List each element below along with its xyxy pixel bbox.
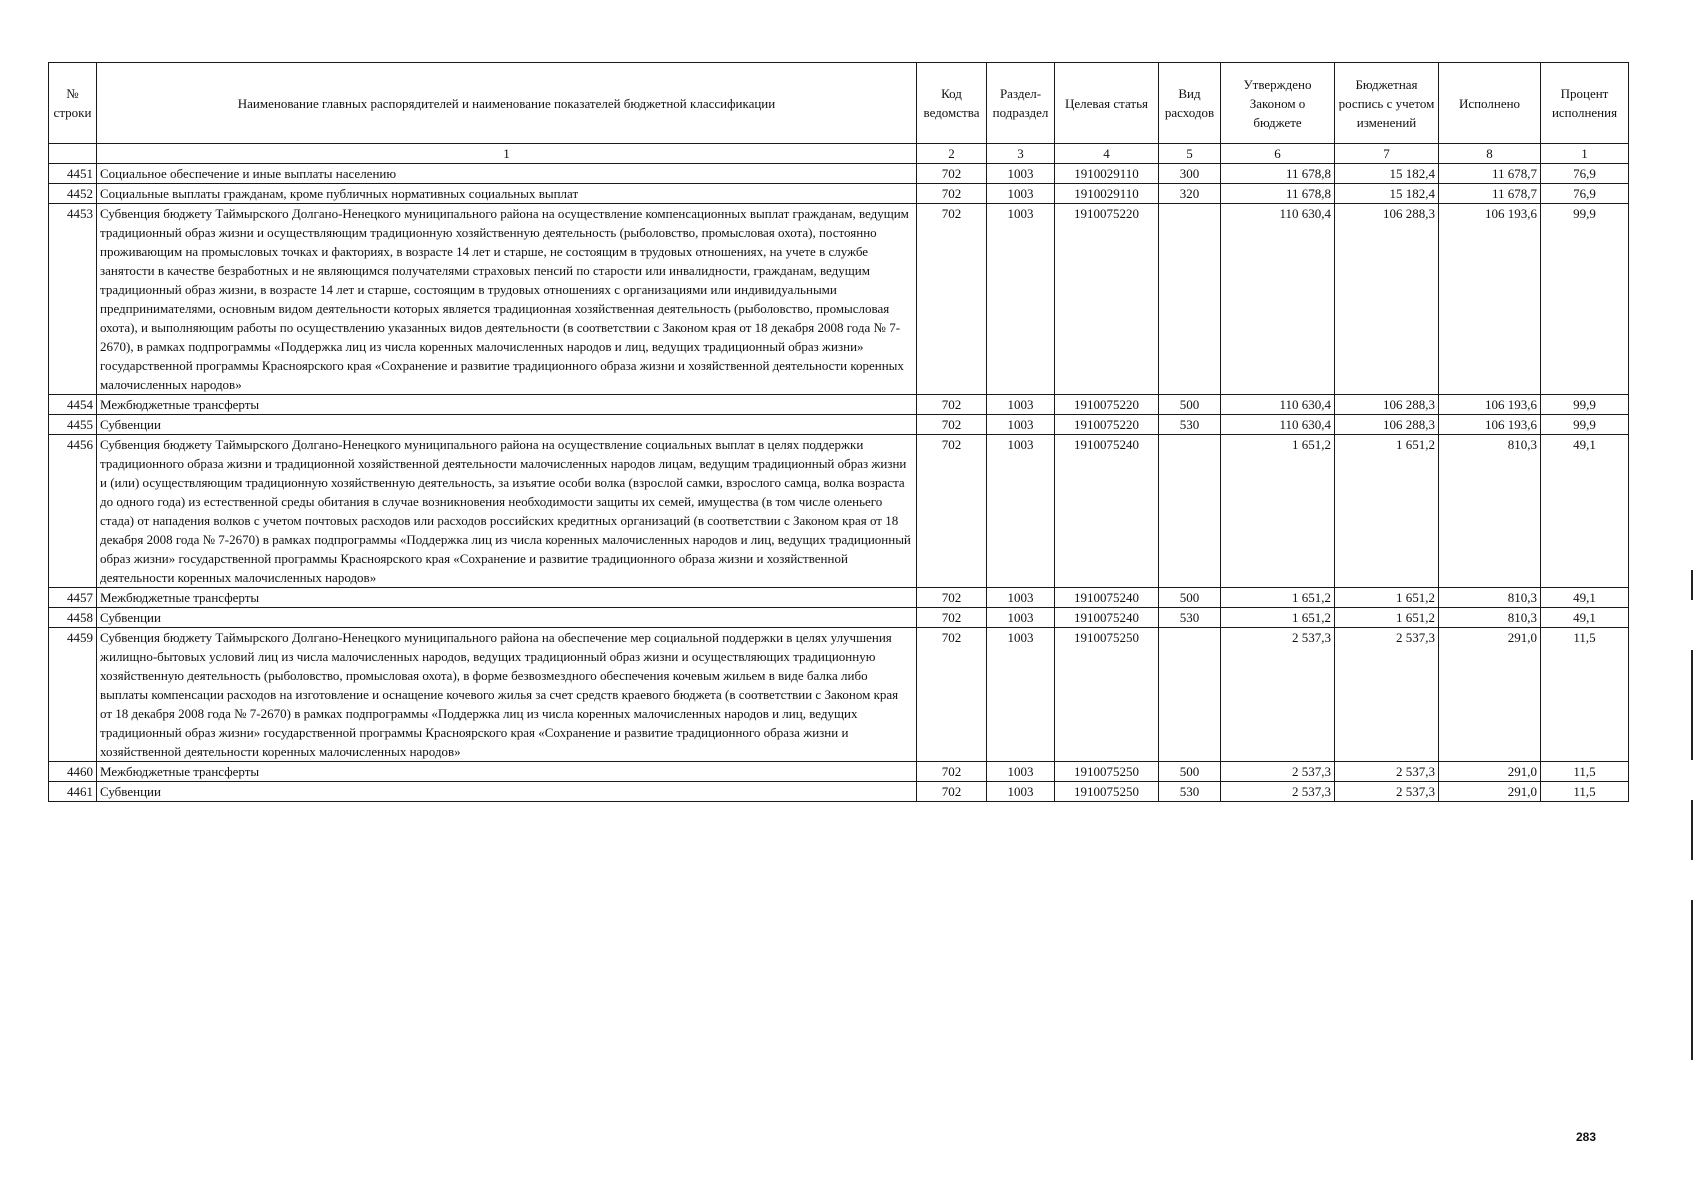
table-row xyxy=(49,762,1629,782)
row-name: Межбюджетные трансферты xyxy=(97,395,917,415)
row-dept: 702 xyxy=(917,415,987,435)
row-target: 1910075220 xyxy=(1055,204,1159,395)
table-row xyxy=(49,588,1629,608)
row-executed: 11 678,7 xyxy=(1439,164,1541,184)
table-row xyxy=(49,435,1629,588)
row-section: 1003 xyxy=(987,395,1055,415)
row-dept: 702 xyxy=(917,628,987,762)
row-target: 1910029110 xyxy=(1055,184,1159,204)
row-percent: 11,5 xyxy=(1541,762,1629,782)
row-revised: 15 182,4 xyxy=(1335,164,1439,184)
row-number: 4455 xyxy=(49,415,97,435)
row-dept: 702 xyxy=(917,184,987,204)
row-revised: 2 537,3 xyxy=(1335,782,1439,802)
row-number: 4454 xyxy=(49,395,97,415)
row-number: 4458 xyxy=(49,608,97,628)
header-section: Раздел-подраздел xyxy=(987,63,1055,144)
header-row-no: № строки xyxy=(49,63,97,144)
column-number: 4 xyxy=(1055,144,1159,164)
row-executed: 106 193,6 xyxy=(1439,415,1541,435)
header-revised: Бюджетная роспись с учетом изменений xyxy=(1335,63,1439,144)
row-revised: 2 537,3 xyxy=(1335,628,1439,762)
column-number: 3 xyxy=(987,144,1055,164)
row-executed: 106 193,6 xyxy=(1439,395,1541,415)
column-number: 1 xyxy=(1541,144,1629,164)
row-number: 4453 xyxy=(49,204,97,395)
row-target: 1910075240 xyxy=(1055,608,1159,628)
row-percent: 99,9 xyxy=(1541,415,1629,435)
row-percent: 49,1 xyxy=(1541,608,1629,628)
row-percent: 99,9 xyxy=(1541,395,1629,415)
row-type: 500 xyxy=(1159,395,1221,415)
row-dept: 702 xyxy=(917,435,987,588)
row-number: 4457 xyxy=(49,588,97,608)
column-number-row xyxy=(49,144,1629,164)
table-row xyxy=(49,415,1629,435)
table-row xyxy=(49,782,1629,802)
row-target: 1910075240 xyxy=(1055,435,1159,588)
row-name: Субвенции xyxy=(97,782,917,802)
scan-edge-mark xyxy=(1691,900,1693,1060)
row-percent: 76,9 xyxy=(1541,184,1629,204)
row-revised: 2 537,3 xyxy=(1335,762,1439,782)
row-executed: 810,3 xyxy=(1439,588,1541,608)
table-row xyxy=(49,395,1629,415)
scan-edge-mark xyxy=(1691,800,1693,860)
row-approved: 11 678,8 xyxy=(1221,164,1335,184)
row-dept: 702 xyxy=(917,782,987,802)
row-revised: 106 288,3 xyxy=(1335,415,1439,435)
row-type: 500 xyxy=(1159,762,1221,782)
column-number: 5 xyxy=(1159,144,1221,164)
header-target: Целевая статья xyxy=(1055,63,1159,144)
row-name: Субвенция бюджету Таймырского Долгано-Ненецкого муниципального района на осуществление социальных выплат в целях поддержки традиционного образа жизни и традиционной хозяйственной деятельности малочисленных народов лицам, ведущим традиционный образ жизни и (или) осуществляющим традиционную хозяйственную деятельность, за изъятие особи волка (взрослой самки, взрослого самца, волка возраста до одного года) из естественной среды обитания в случае возникновения необходимости защиты их семей, имущества (в том числе оленьего стада) от нападения волков с учетом почтовых расходов или расходов российских кредитных организаций (в соответствии с Законом края от 18 декабря 2008 года № 7-2670) в рамках подпрограммы «Поддержка лиц из числа коренных малочисленных народов и лиц, ведущих традиционный образ жизни» государственной программы Красноярского края «Сохранение и развитие традиционного образа жизни и хозяйственной деятельности коренных малочисленных народов» xyxy=(97,435,917,588)
header-dept: Код ведомства xyxy=(917,63,987,144)
row-revised: 106 288,3 xyxy=(1335,204,1439,395)
row-approved: 110 630,4 xyxy=(1221,204,1335,395)
row-executed: 291,0 xyxy=(1439,628,1541,762)
table-header-row xyxy=(49,63,1629,144)
row-approved: 2 537,3 xyxy=(1221,762,1335,782)
budget-table xyxy=(48,62,1629,802)
row-type: 530 xyxy=(1159,782,1221,802)
row-name: Субвенции xyxy=(97,415,917,435)
row-dept: 702 xyxy=(917,608,987,628)
row-percent: 99,9 xyxy=(1541,204,1629,395)
scan-edge-mark xyxy=(1691,570,1693,600)
row-name: Социальное обеспечение и иные выплаты населению xyxy=(97,164,917,184)
row-revised: 1 651,2 xyxy=(1335,588,1439,608)
row-approved: 2 537,3 xyxy=(1221,628,1335,762)
row-section: 1003 xyxy=(987,762,1055,782)
row-revised: 15 182,4 xyxy=(1335,184,1439,204)
row-percent: 49,1 xyxy=(1541,435,1629,588)
row-number: 4452 xyxy=(49,184,97,204)
row-target: 1910075250 xyxy=(1055,628,1159,762)
row-number: 4461 xyxy=(49,782,97,802)
column-number xyxy=(49,144,97,164)
row-section: 1003 xyxy=(987,204,1055,395)
row-percent: 11,5 xyxy=(1541,782,1629,802)
row-type xyxy=(1159,204,1221,395)
header-type: Вид расходов xyxy=(1159,63,1221,144)
row-approved: 110 630,4 xyxy=(1221,415,1335,435)
row-number: 4459 xyxy=(49,628,97,762)
row-name: Социальные выплаты гражданам, кроме публичных нормативных социальных выплат xyxy=(97,184,917,204)
table-row xyxy=(49,184,1629,204)
row-approved: 1 651,2 xyxy=(1221,435,1335,588)
row-section: 1003 xyxy=(987,415,1055,435)
row-type: 530 xyxy=(1159,415,1221,435)
row-name: Межбюджетные трансферты xyxy=(97,588,917,608)
row-section: 1003 xyxy=(987,608,1055,628)
row-section: 1003 xyxy=(987,628,1055,762)
table-row xyxy=(49,628,1629,762)
row-approved: 1 651,2 xyxy=(1221,608,1335,628)
row-name: Субвенции xyxy=(97,608,917,628)
row-target: 1910075220 xyxy=(1055,395,1159,415)
row-revised: 1 651,2 xyxy=(1335,608,1439,628)
row-target: 1910075220 xyxy=(1055,415,1159,435)
row-dept: 702 xyxy=(917,762,987,782)
row-approved: 2 537,3 xyxy=(1221,782,1335,802)
row-section: 1003 xyxy=(987,435,1055,588)
row-name: Межбюджетные трансферты xyxy=(97,762,917,782)
row-type xyxy=(1159,435,1221,588)
row-approved: 1 651,2 xyxy=(1221,588,1335,608)
column-number: 6 xyxy=(1221,144,1335,164)
table-row xyxy=(49,204,1629,395)
column-number: 2 xyxy=(917,144,987,164)
row-number: 4456 xyxy=(49,435,97,588)
row-type: 300 xyxy=(1159,164,1221,184)
header-approved: Утверждено Законом о бюджете xyxy=(1221,63,1335,144)
row-section: 1003 xyxy=(987,588,1055,608)
row-section: 1003 xyxy=(987,782,1055,802)
row-percent: 11,5 xyxy=(1541,628,1629,762)
row-section: 1003 xyxy=(987,184,1055,204)
row-dept: 702 xyxy=(917,164,987,184)
row-number: 4460 xyxy=(49,762,97,782)
row-type: 320 xyxy=(1159,184,1221,204)
header-name: Наименование главных распорядителей и наименование показателей бюджетной классификации xyxy=(97,63,917,144)
row-executed: 291,0 xyxy=(1439,782,1541,802)
row-percent: 76,9 xyxy=(1541,164,1629,184)
row-executed: 810,3 xyxy=(1439,608,1541,628)
table-row xyxy=(49,608,1629,628)
row-executed: 11 678,7 xyxy=(1439,184,1541,204)
row-revised: 1 651,2 xyxy=(1335,435,1439,588)
row-approved: 110 630,4 xyxy=(1221,395,1335,415)
row-name: Субвенция бюджету Таймырского Долгано-Ненецкого муниципального района на осуществление компенсационных выплат гражданам, ведущим традиционный образ жизни и осуществляющим традиционную хозяйственную деятельность (рыболовство, промысловая охота), постоянно проживающим на промысловых точках и факториях, в возрасте 14 лет и старше, не состоящим в трудовых отношениях, на учете в службе занятости в качестве безработных и не являющимся получателями страховых пенсий по старости или инвалидности, гражданам, ведущим традиционный образ жизни, в возрасте 14 лет и старше, состоящим в трудовых отношениях с организациями или индивидуальными предпринимателями, основным видом деятельности которых является традиционная хозяйственная деятельность (рыболовство, промысловая охота), и выполняющим работы по осуществлению указанных видов деятельности (в соответствии с Законом края от 18 декабря 2008 года № 7-2670), в рамках подпрограммы «Поддержка лиц из числа коренных малочисленных народов и лиц, ведущих традиционный образ жизни» государственной программы Красноярского края «Сохранение и развитие традиционного образа жизни и хозяйственной деятельности коренных малочисленных народов» xyxy=(97,204,917,395)
scan-edge-mark xyxy=(1691,650,1693,760)
column-number: 8 xyxy=(1439,144,1541,164)
row-type: 530 xyxy=(1159,608,1221,628)
row-executed: 106 193,6 xyxy=(1439,204,1541,395)
table-row xyxy=(49,164,1629,184)
row-approved: 11 678,8 xyxy=(1221,184,1335,204)
header-executed: Исполнено xyxy=(1439,63,1541,144)
column-number: 1 xyxy=(97,144,917,164)
row-type xyxy=(1159,628,1221,762)
row-target: 1910075250 xyxy=(1055,762,1159,782)
column-number: 7 xyxy=(1335,144,1439,164)
row-percent: 49,1 xyxy=(1541,588,1629,608)
row-number: 4451 xyxy=(49,164,97,184)
row-name: Субвенция бюджету Таймырского Долгано-Ненецкого муниципального района на обеспечение мер социальной поддержки в целях улучшения жилищно-бытовых условий лиц из числа малочисленных народов, ведущих традиционный образ жизни и осуществляющих традиционную хозяйственную деятельность (рыболовство, промысловая охота), в форме безвозмездного обеспечения кочевым жильем в виде балка либо выплаты компенсации расходов на изготовление и оснащение кочевого жилья за счет средств краевого бюджета (в соответствии с Законом края от 18 декабря 2008 года № 7-2670) в рамках подпрограммы «Поддержка лиц из числа коренных малочисленных народов и лиц, ведущих традиционный образ жизни» государственной программы Красноярского края «Сохранение и развитие традиционного образа жизни и хозяйственной деятельности коренных малочисленных народов» xyxy=(97,628,917,762)
row-type: 500 xyxy=(1159,588,1221,608)
row-dept: 702 xyxy=(917,395,987,415)
row-target: 1910075250 xyxy=(1055,782,1159,802)
row-executed: 810,3 xyxy=(1439,435,1541,588)
row-target: 1910029110 xyxy=(1055,164,1159,184)
row-revised: 106 288,3 xyxy=(1335,395,1439,415)
page-number: 283 xyxy=(1576,1130,1597,1144)
header-percent: Процент исполнения xyxy=(1541,63,1629,144)
row-executed: 291,0 xyxy=(1439,762,1541,782)
row-dept: 702 xyxy=(917,588,987,608)
row-dept: 702 xyxy=(917,204,987,395)
row-target: 1910075240 xyxy=(1055,588,1159,608)
row-section: 1003 xyxy=(987,164,1055,184)
